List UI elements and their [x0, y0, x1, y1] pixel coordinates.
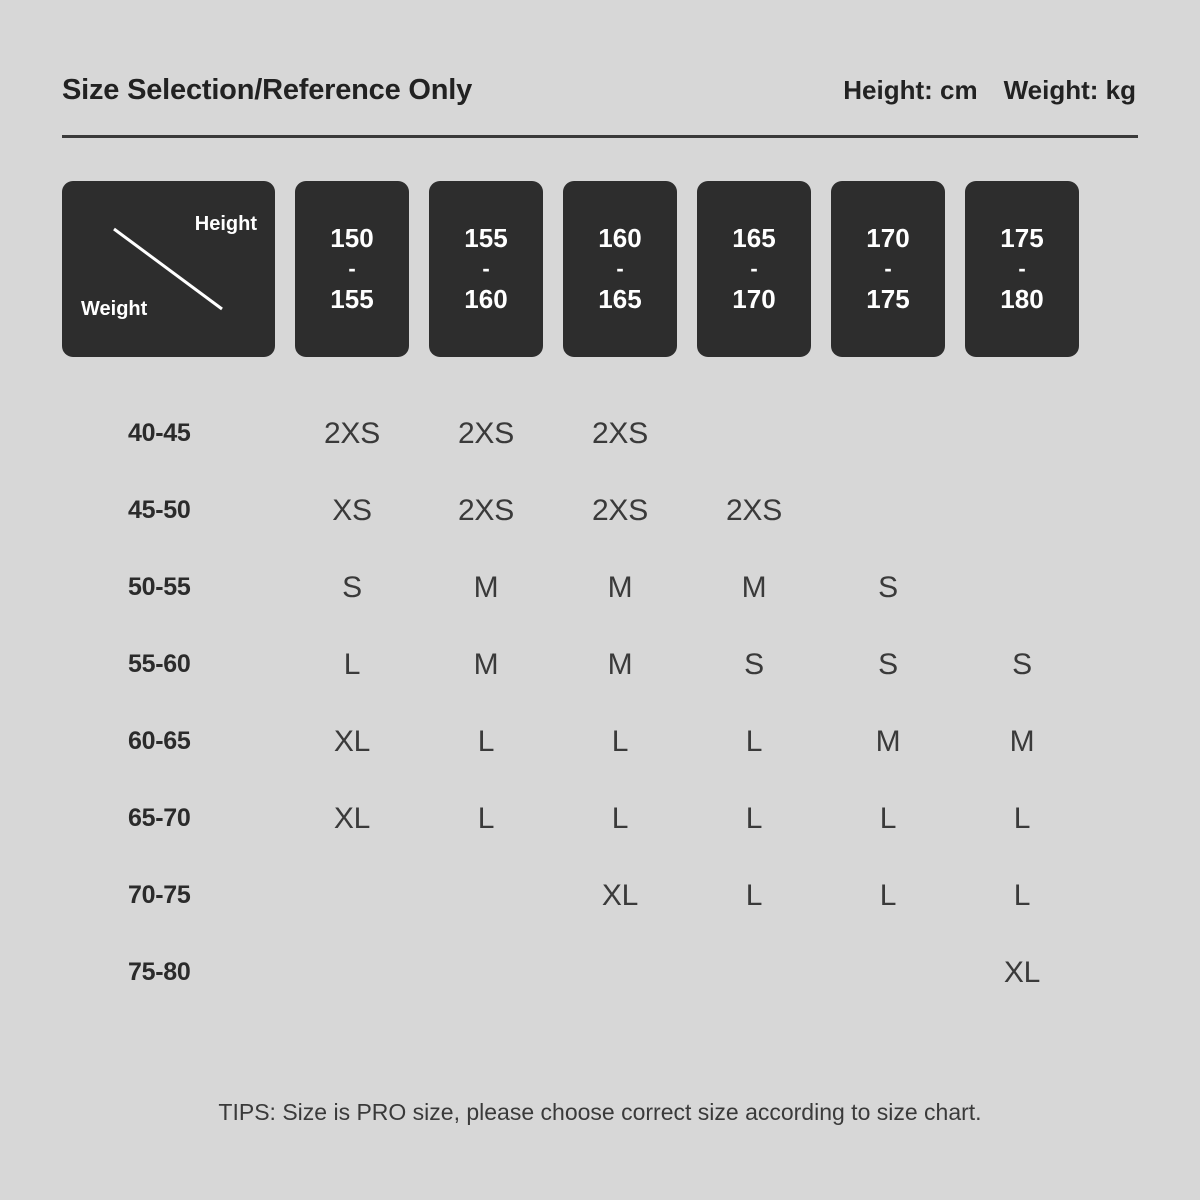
row-label: 65-70 — [128, 804, 191, 832]
header-divider — [62, 135, 1138, 138]
size-cell: M — [1009, 724, 1035, 758]
column-header-2 — [429, 181, 543, 357]
table-row — [62, 857, 1138, 934]
size-cell: S — [744, 647, 764, 681]
size-cell: 2XS — [591, 493, 649, 527]
column-header-4-dash: - — [750, 256, 758, 281]
page-title: Size Selection/Reference Only — [62, 74, 473, 106]
column-header-2-from: 155 — [464, 223, 508, 254]
row-label: 40-45 — [128, 419, 191, 447]
size-cell: M — [741, 570, 767, 604]
column-header-5-to: 175 — [866, 284, 910, 314]
size-cell: XL — [333, 724, 371, 758]
size-cell: S — [878, 647, 898, 681]
size-cell: L — [879, 878, 897, 912]
table-row — [62, 549, 1138, 626]
size-cell: L — [1013, 878, 1031, 912]
column-header-1-to: 155 — [330, 284, 374, 314]
size-cell: M — [607, 570, 633, 604]
diagonal-divider-icon — [62, 181, 275, 357]
size-cell: M — [875, 724, 901, 758]
size-cell: 2XS — [457, 493, 515, 527]
size-grid — [62, 395, 1138, 1011]
column-header-1 — [295, 181, 409, 357]
size-cell: M — [473, 570, 499, 604]
table-row — [62, 472, 1138, 549]
height-unit-label: Height: cm — [843, 75, 978, 105]
size-cell: M — [473, 647, 499, 681]
column-header-2-to: 160 — [464, 284, 508, 314]
size-cell: L — [745, 878, 763, 912]
column-header-row — [62, 181, 1138, 357]
size-cell: L — [745, 801, 763, 835]
column-header-3-to: 165 — [598, 284, 642, 314]
column-header-3-from: 160 — [598, 223, 642, 254]
size-cell: S — [1012, 647, 1032, 681]
column-header-1-from: 150 — [330, 223, 374, 254]
row-label: 55-60 — [128, 650, 191, 678]
size-cell: 2XS — [591, 416, 649, 450]
tips-note: TIPS: Size is PRO size, please choose correct size according to size chart. — [218, 1099, 982, 1125]
size-cell: 2XS — [725, 493, 783, 527]
size-cell: XL — [601, 878, 639, 912]
column-header-4-from: 165 — [732, 223, 776, 254]
row-label: 50-55 — [128, 573, 191, 601]
size-cell: L — [477, 801, 495, 835]
column-header-5-from: 170 — [866, 223, 910, 254]
table-row — [62, 780, 1138, 857]
column-header-6-dash: - — [1018, 256, 1026, 281]
size-cell: 2XS — [323, 416, 381, 450]
size-cell: L — [611, 724, 629, 758]
table-row — [62, 395, 1138, 472]
weight-unit-label: Weight: kg — [1003, 75, 1136, 105]
column-header-3-dash: - — [616, 256, 624, 281]
row-label: 70-75 — [128, 881, 191, 909]
size-cell: L — [745, 724, 763, 758]
column-header-1-dash: - — [348, 256, 356, 281]
chart-header — [62, 0, 1138, 107]
size-cell: L — [477, 724, 495, 758]
column-header-2-dash: - — [482, 256, 490, 281]
table-row — [62, 934, 1138, 1011]
size-cell: L — [879, 801, 897, 835]
corner-weight-label: Weight — [81, 298, 148, 320]
size-cell: XL — [1003, 955, 1041, 989]
column-header-6-from: 175 — [1000, 223, 1044, 254]
table-row — [62, 703, 1138, 780]
column-header-4-to: 170 — [732, 284, 776, 314]
size-cell: S — [342, 570, 362, 604]
size-cell: 2XS — [457, 416, 515, 450]
row-label: 45-50 — [128, 496, 191, 524]
column-header-4 — [697, 181, 811, 357]
size-cell: L — [343, 647, 361, 681]
size-cell: XL — [333, 801, 371, 835]
size-cell: S — [878, 570, 898, 604]
corner-height-label: Height — [194, 213, 257, 235]
column-header-6 — [965, 181, 1079, 357]
axis-corner-cell — [62, 181, 275, 357]
table-row — [62, 626, 1138, 703]
size-cell: L — [1013, 801, 1031, 835]
size-cell: XS — [332, 493, 372, 527]
size-cell: M — [607, 647, 633, 681]
column-header-6-to: 180 — [1000, 284, 1044, 314]
column-header-5-dash: - — [884, 256, 892, 281]
column-header-3 — [563, 181, 677, 357]
row-label: 60-65 — [128, 727, 191, 755]
column-header-5 — [831, 181, 945, 357]
row-label: 75-80 — [128, 958, 191, 986]
unit-legend — [843, 75, 1138, 106]
size-cell: L — [611, 801, 629, 835]
